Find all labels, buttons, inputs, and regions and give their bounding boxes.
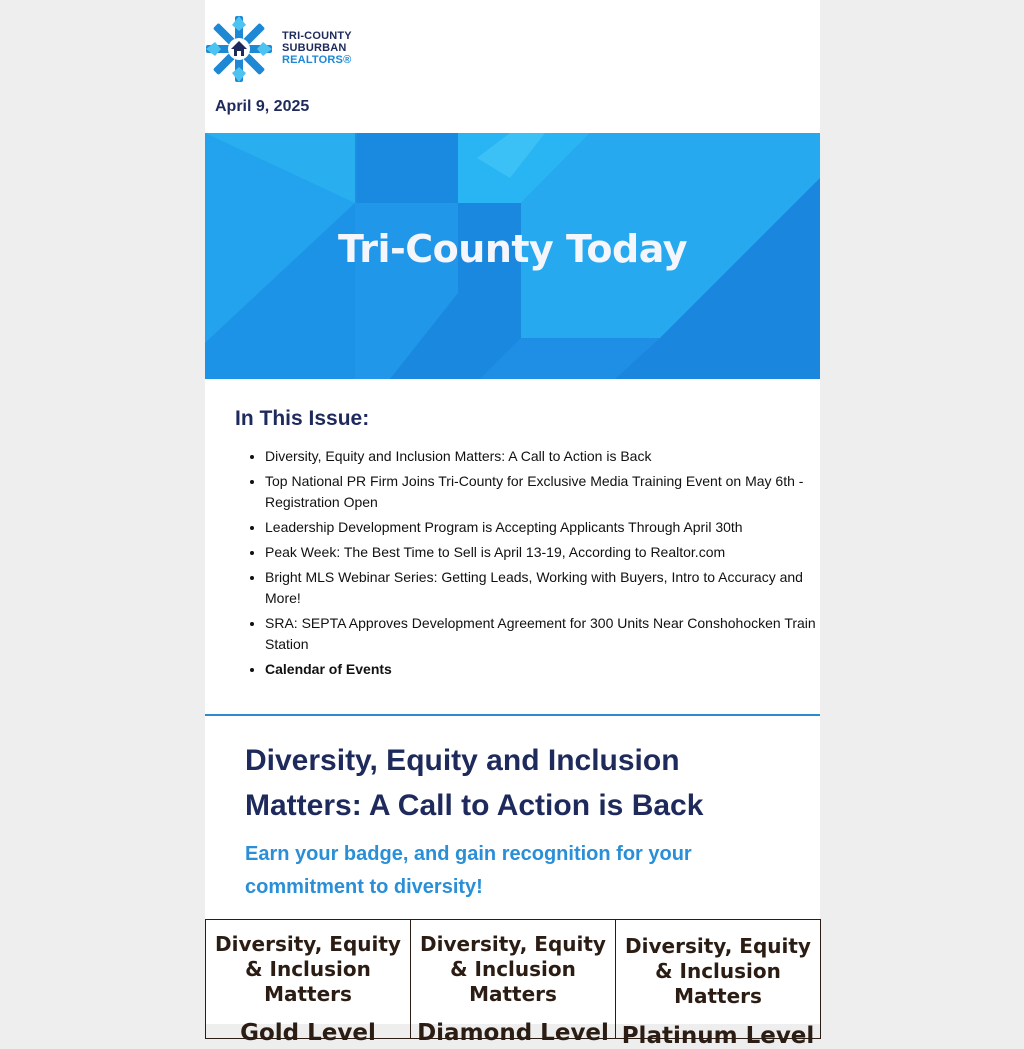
- logo-line-3: REALTORS®: [282, 54, 352, 66]
- badge-program-name: Diversity, Equity & Inclusion Matters: [420, 932, 606, 1006]
- email-body: [205, 0, 820, 1049]
- badge-level: Platinum Level: [621, 1023, 815, 1049]
- banner-title: Tri-County Today: [338, 227, 687, 271]
- article-subtitle: Earn your badge, and gain recognition for your commitment to diversity!: [245, 843, 692, 898]
- logo-line-2: SUBURBAN: [282, 42, 347, 54]
- newsletter-banner: [205, 133, 820, 379]
- section-divider: [205, 714, 820, 716]
- list-item[interactable]: • Peak Week: The Best Time to Sell is April 13-19, According to Realtor.com: [265, 542, 825, 563]
- badge-diamond[interactable]: [410, 919, 616, 1046]
- badge-gold[interactable]: [205, 919, 411, 1046]
- article-title: Diversity, Equity and Inclusion Matters: A Call to Action is Back: [245, 744, 704, 822]
- issue-date: April 9, 2025: [215, 98, 310, 115]
- list-item[interactable]: • Bright MLS Webinar Series: Getting Leads, Working with Buyers, Intro to Accuracy and More!: [265, 567, 825, 609]
- in-this-issue-heading: In This Issue:: [235, 407, 370, 430]
- badge-level: Diamond Level: [417, 1020, 609, 1046]
- badge-level: Gold Level: [240, 1020, 376, 1046]
- badge-program-name: Diversity, Equity & Inclusion Matters: [625, 934, 811, 1008]
- list-item[interactable]: • Diversity, Equity and Inclusion Matters: A Call to Action is Back: [265, 446, 825, 467]
- badge-platinum[interactable]: [615, 919, 821, 1049]
- logo[interactable]: [205, 14, 820, 84]
- list-item[interactable]: • Top National PR Firm Joins Tri-County for Exclusive Media Training Event on May 6th - Registration Open: [265, 471, 825, 513]
- logo-text: [282, 30, 352, 66]
- badge-program-name: Diversity, Equity & Inclusion Matters: [215, 932, 401, 1006]
- list-item[interactable]: • Leadership Development Program is Accepting Applicants Through April 30th: [265, 517, 825, 538]
- logo-line-1: TRI-COUNTY: [282, 30, 352, 42]
- issue-list: [235, 446, 825, 684]
- list-item[interactable]: • SRA: SEPTA Approves Development Agreement for 300 Units Near Conshohocken Train Station: [265, 613, 825, 655]
- snowflake-house-logo-icon: [205, 14, 275, 84]
- list-item[interactable]: • Calendar of Events: [265, 659, 825, 680]
- badge-row: [205, 919, 820, 1049]
